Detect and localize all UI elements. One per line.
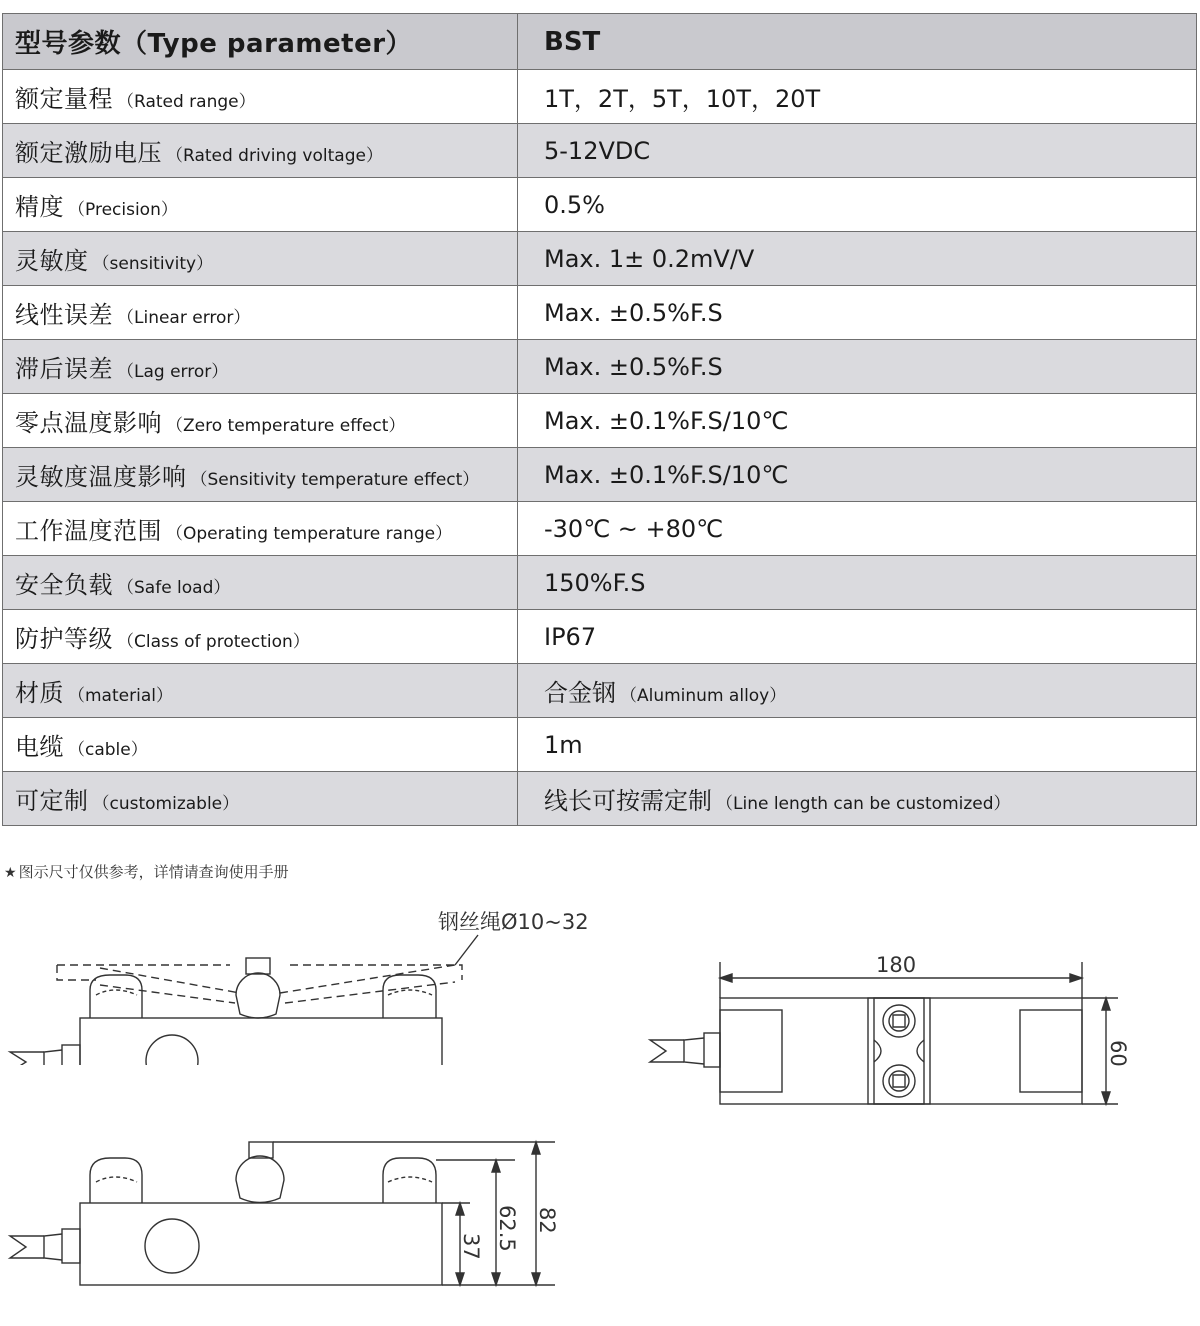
param-label-zh: 灵敏度温度影响 [15, 463, 187, 491]
dim-length-label: 180 [876, 953, 917, 977]
param-value: 1m [544, 730, 583, 759]
param-label-zh: 线性误差 [15, 301, 113, 329]
param-label-zh: 可定制 [15, 787, 89, 815]
param-value-cell [518, 664, 1197, 718]
param-label-en: （Linear error） [117, 308, 251, 328]
param-value: 线长可按需定制 [544, 787, 712, 815]
param-label-zh: 额定激励电压 [15, 139, 162, 167]
table-row [3, 340, 1197, 394]
side-view-drawing [0, 1135, 580, 1295]
param-label-zh: 材质 [15, 679, 64, 707]
rope-label: 钢丝绳Ø10~32 [438, 910, 589, 934]
param-label-cell [3, 340, 518, 394]
param-label-cell [3, 556, 518, 610]
param-label-cell [3, 718, 518, 772]
param-value: Max. ±0.1%F.S/10℃ [544, 406, 789, 435]
param-value-cell [518, 772, 1197, 826]
table-row [3, 502, 1197, 556]
param-label-en: （customizable） [92, 794, 240, 814]
table-row [3, 232, 1197, 286]
param-value-cell [518, 70, 1197, 124]
param-label-en: （Sensitivity temperature effect） [190, 470, 480, 490]
param-label-en: （Class of protection） [117, 632, 310, 652]
param-value-en: （Aluminum alloy） [620, 686, 787, 706]
param-label-en: （material） [68, 686, 173, 706]
param-value-cell [518, 178, 1197, 232]
param-value: Max. 1± 0.2mV/V [544, 244, 755, 273]
param-value: IP67 [544, 622, 597, 651]
header-label-en: （Type parameter） [121, 29, 413, 59]
param-label-cell [3, 178, 518, 232]
header-value-cell [518, 14, 1197, 70]
note-text: 图示尺寸仅供参考，详情请查询使用手册 [18, 863, 289, 881]
param-value-cell [518, 124, 1197, 178]
param-value: Max. ±0.1%F.S/10℃ [544, 460, 789, 489]
param-value: -30℃ ~ +80℃ [544, 514, 724, 543]
header-label-cell [3, 14, 518, 70]
dim-62-5-label: 62.5 [495, 1205, 519, 1252]
param-label-zh: 额定量程 [15, 85, 113, 113]
param-value-cell [518, 448, 1197, 502]
table-row [3, 772, 1197, 826]
param-label-zh: 零点温度影响 [15, 409, 162, 437]
param-value: Max. ±0.5%F.S [544, 298, 723, 327]
table-row [3, 124, 1197, 178]
param-value-cell [518, 502, 1197, 556]
table-row [3, 178, 1197, 232]
param-value-en: （Line length can be customized） [716, 794, 1011, 814]
param-label-cell [3, 502, 518, 556]
param-label-en: （Rated range） [117, 92, 256, 112]
param-label-cell [3, 610, 518, 664]
param-label-en: （Operating temperature range） [166, 524, 453, 544]
param-label-cell [3, 232, 518, 286]
param-label-zh: 电缆 [15, 733, 64, 761]
param-label-en: （Precision） [68, 200, 178, 220]
param-label-en: （Zero temperature effect） [166, 416, 406, 436]
param-value-cell [518, 556, 1197, 610]
param-label-zh: 精度 [15, 193, 64, 221]
param-label-zh: 防护等级 [15, 625, 113, 653]
param-value-cell [518, 610, 1197, 664]
table-row [3, 718, 1197, 772]
spec-table [2, 13, 1197, 826]
param-label-zh: 安全负载 [15, 571, 113, 599]
param-label-en: （Rated driving voltage） [166, 146, 383, 166]
dim-width-label: 60 [1106, 1040, 1130, 1067]
param-label-cell [3, 448, 518, 502]
reference-note [4, 861, 289, 882]
param-value: 0.5% [544, 190, 605, 219]
param-label-cell [3, 772, 518, 826]
param-value-cell [518, 394, 1197, 448]
param-label-zh: 滞后误差 [15, 355, 113, 383]
param-label-cell [3, 664, 518, 718]
param-label-en: （sensitivity） [92, 254, 214, 274]
table-header-row [3, 14, 1197, 70]
table-row [3, 610, 1197, 664]
top-view-drawing [640, 945, 1160, 1115]
param-label-cell [3, 394, 518, 448]
param-value: 150%F.S [544, 568, 646, 597]
param-value: Max. ±0.5%F.S [544, 352, 723, 381]
param-label-cell [3, 70, 518, 124]
param-label-zh: 灵敏度 [15, 247, 89, 275]
param-label-en: （Lag error） [117, 362, 229, 382]
table-row [3, 556, 1197, 610]
table-row [3, 448, 1197, 502]
param-value-cell [518, 232, 1197, 286]
param-label-zh: 工作温度范围 [15, 517, 162, 545]
table-row [3, 286, 1197, 340]
param-value: 1T，2T，5T，10T，20T [544, 85, 821, 113]
table-row [3, 394, 1197, 448]
param-value-cell [518, 286, 1197, 340]
param-value-cell [518, 340, 1197, 394]
param-label-cell [3, 124, 518, 178]
front-view-drawing [0, 900, 620, 1065]
param-label-en: （Safe load） [117, 578, 231, 598]
table-row [3, 664, 1197, 718]
param-label-en: （cable） [68, 740, 148, 760]
header-model-value: BST [544, 27, 601, 57]
param-value: 5-12VDC [544, 136, 651, 165]
table-row [3, 70, 1197, 124]
star-icon: ★ [4, 865, 17, 881]
param-value: 合金钢 [544, 679, 616, 707]
param-label-cell [3, 286, 518, 340]
dim-82-label: 82 [535, 1207, 559, 1234]
dim-37-label: 37 [459, 1233, 483, 1260]
header-label-zh: 型号参数 [15, 29, 122, 59]
param-value-cell [518, 718, 1197, 772]
